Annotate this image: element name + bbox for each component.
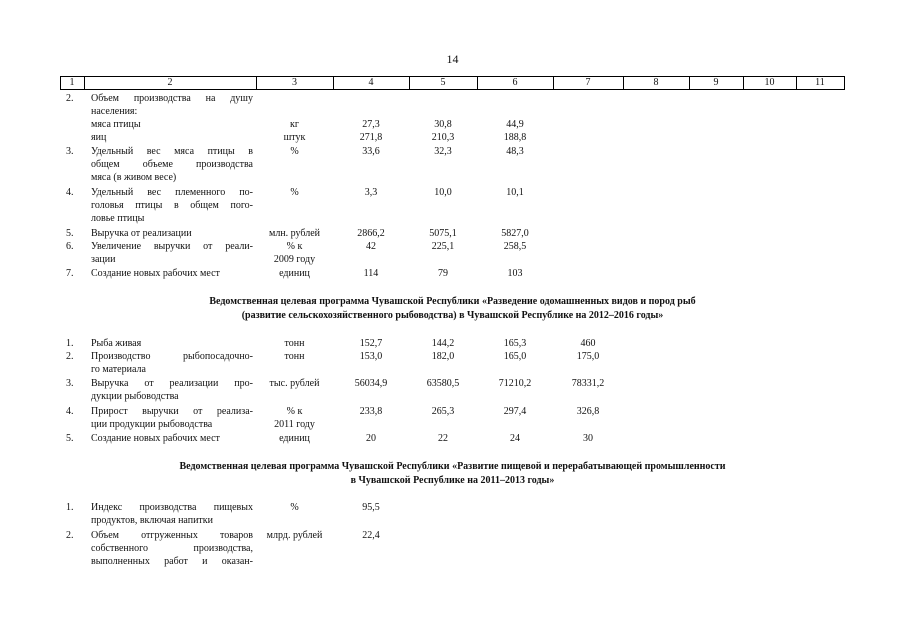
unit: штук [283,132,306,143]
indicator-name: Создание новых рабочих мест [91,433,220,444]
unit: % [290,146,299,157]
value-col5: 225,1 [431,241,455,252]
indicator-name: населения: [91,106,138,117]
value-col4: 33,6 [362,146,380,157]
value-col5: 210,3 [431,132,455,143]
value-col4: 42 [366,241,376,252]
value-col4: 95,5 [362,502,380,513]
value-col7: 78331,2 [571,378,605,389]
header-bottom-rule [60,89,845,90]
indicator-name: Объем отгруженных товаров [91,530,253,541]
col-divider [844,76,845,90]
value-col6: 258,5 [503,241,527,252]
unit: % к [286,406,303,417]
indicator-name: головья птицы в общем пого- [91,200,253,211]
section-title: в Чувашской Республике на 2011–2013 годы» [350,475,555,486]
indicator-subname: мяса птицы [91,119,141,130]
column-header-3: 3 [292,77,297,88]
value-col6: 48,3 [506,146,524,157]
value-col5: 30,8 [434,119,452,130]
column-header-10: 10 [764,77,775,88]
indicator-name: Индекс производства пищевых [91,502,253,513]
value-col4: 22,4 [362,530,380,541]
unit: 2009 году [273,254,316,265]
indicator-name: Выручка от реализации [91,228,192,239]
indicator-name: Выручка от реализации про- [91,378,253,389]
indicator-name: Удельный вес мяса птицы в [91,146,253,157]
value-col5: 144,2 [431,338,455,349]
column-header-1: 1 [69,77,75,88]
section-title: Ведомственная целевая программа Чувашской Республики «Развитие пищевой и перерабатывающей промышленности [179,461,726,472]
value-col6: 297,4 [503,406,527,417]
value-col5: 22 [438,433,448,444]
indicator-name: ции продукции рыбоводства [91,419,213,430]
row-number: 4. [66,406,74,417]
column-header-4: 4 [368,77,374,88]
unit: кг [290,119,299,130]
value-col4: 271,8 [359,132,383,143]
indicator-name: Прирост выручки от реализа- [91,406,253,417]
value-col6: 71210,2 [498,378,532,389]
indicator-name: продуктов, включая напитки [91,515,214,526]
indicator-name: Рыба живая [91,338,142,349]
row-number: 1. [66,502,74,513]
value-col4: 2866,2 [357,228,385,239]
value-col5: 5075,1 [429,228,457,239]
unit: млрд. рублей [266,530,323,541]
indicator-name: Увеличение выручки от реали- [91,241,253,252]
value-col6: 103 [507,268,523,279]
column-header-11: 11 [815,77,825,88]
value-col4: 152,7 [359,338,383,349]
value-col6: 10,1 [506,187,524,198]
indicator-name: Объем производства на душу [91,93,253,104]
unit: % к [286,241,303,252]
value-col6: 165,3 [503,338,527,349]
indicator-name: Создание новых рабочих мест [91,268,220,279]
unit: тонн [284,338,305,349]
value-col6: 165,0 [503,351,527,362]
unit: тонн [284,351,305,362]
indicator-name: собственного производства, [91,543,253,554]
indicator-name: Удельный вес племенного по- [91,187,253,198]
row-number: 1. [66,338,74,349]
section-title: (развитие сельскохозяйственного рыбоводства) в Чувашской Республике на 2012–2016 годы» [241,310,664,321]
indicator-name: Производство рыбопосадочно- [91,351,253,362]
row-number: 2. [66,93,74,104]
value-col6: 188,8 [503,132,527,143]
value-col6: 5827,0 [501,228,529,239]
indicator-name: общем объеме производства [91,159,253,170]
column-header-9: 9 [713,77,719,88]
indicator-name: зации [91,254,116,265]
value-col7: 175,0 [576,351,600,362]
value-col4: 27,3 [362,119,380,130]
page-number: 14 [446,52,459,66]
row-number: 5. [66,433,74,444]
value-col6: 24 [510,433,520,444]
row-number: 3. [66,146,74,157]
value-col5: 10,0 [434,187,452,198]
value-col5: 182,0 [431,351,455,362]
unit: % [290,502,299,513]
unit: единиц [279,268,310,279]
unit: млн. рублей [268,228,321,239]
value-col4: 20 [366,433,376,444]
row-number: 7. [66,268,74,279]
column-header-6: 6 [512,77,518,88]
value-col4: 153,0 [359,351,383,362]
value-col7: 326,8 [576,406,600,417]
value-col7: 460 [580,338,596,349]
row-number: 4. [66,187,74,198]
column-header-8: 8 [653,77,659,88]
value-col4: 233,8 [359,406,383,417]
column-header-5: 5 [440,77,446,88]
value-col4: 114 [363,268,379,279]
row-number: 6. [66,241,74,252]
value-col5: 79 [438,268,448,279]
column-header-2: 2 [167,77,173,88]
value-col5: 265,3 [431,406,455,417]
value-col5: 63580,5 [426,378,460,389]
indicator-name: го материала [91,364,146,375]
row-number: 5. [66,228,74,239]
indicator-name: выполненных работ и оказан- [91,556,253,567]
indicator-name: ловье птицы [91,213,145,224]
value-col5: 32,3 [434,146,452,157]
column-header-7: 7 [585,77,591,88]
unit: 2011 году [274,419,315,430]
value-col7: 30 [583,433,593,444]
unit: тыс. рублей [269,378,320,389]
row-number: 3. [66,378,74,389]
value-col4: 3,3 [364,187,378,198]
indicator-name: дукции рыбоводства [91,391,179,402]
value-col4: 56034,9 [354,378,388,389]
indicator-subname: яиц [91,132,107,143]
row-number: 2. [66,530,74,541]
value-col6: 44,9 [506,119,524,130]
indicator-name: мяса (в живом весе) [91,172,177,183]
row-number: 2. [66,351,74,362]
section-title: Ведомственная целевая программа Чувашской Республики «Разведение одомашненных видов и пород рыб [209,296,696,307]
unit: % [290,187,299,198]
unit: единиц [279,433,310,444]
